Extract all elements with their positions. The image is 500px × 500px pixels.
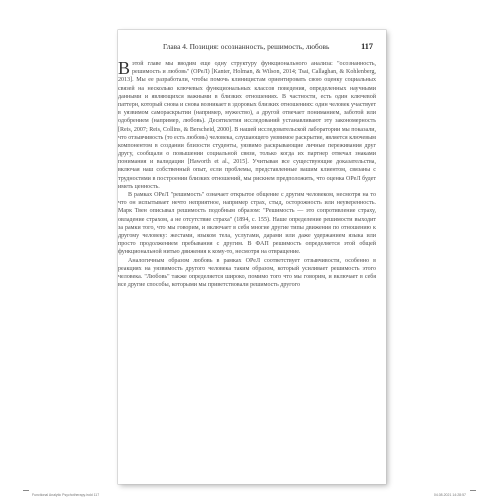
- footer-timestamp: 04.08.2021 14:28:57: [433, 493, 466, 497]
- running-header: [163, 42, 373, 51]
- body-text: [118, 60, 376, 289]
- drop-cap: В: [118, 58, 131, 78]
- footer-file-info: Functional Analytic Psychotherapy.indd 117: [32, 493, 100, 497]
- crop-mark-right: [470, 490, 476, 491]
- paragraph-1-text: этой главе мы вводим еще одну структуру функционального анализа: "осознанность, решимость и любовь" (ОРеЛ) [Kanter, Holman, & Wilson, 2014; Tsai, Callaghan, & Kohlenberg, 2013]. Мы ее разработали, чтобы помочь клиницистам ориентировать свою оценку социальных связей на несколько ключевых функциональных классов поведения, определенных научными данными и являющихся важными в близких отношениях. В частности, есть один ключевой паттерн, который снова и снова возникает в здоровых близких отношениях: один человек участвует в уязвимом самораскрытии (например, мужество), а другой отвечает пониманием, заботой или одобрением (например, любовь). Десятилетия исследований устанавливают эту закономерность [Reis, 2007; Reis, Collins, & Berscheid, 2000]. В нашей исследовательской лаборатории мы показали, что отзывчивость (то есть любовь) человека, слушающего уязвимое раскрытие, является ключевым компонентом в создании близости студенты, уязвимо раскрывающие личные переживания друг другу, сообщали о повышении социальной связи, только когда их партнер отвечал знаками понимания и валидации [Haworth et al., 2015]. Учитывая все существующие доказательства, включая наш собственный опыт, если проблемы, представленные вашим клиентом, связаны с трудностями в построении близких отношений, мы рискнем предположить, что оценка ОРеЛ будет иметь ценность.: [118, 61, 376, 190]
- page-number: 117: [361, 42, 373, 51]
- print-footer: [32, 493, 466, 497]
- crop-mark-left: [23, 490, 29, 491]
- paragraph-2: В рамках ОРеЛ "решимость" означает открытое общение с другим человеком, несмотря на то что он испытывает нечто неприятное, например страх, стыд, осторожность или неуверенность. Марк Твен описывал решимость подобным образом: "Решимость — это сопротивление страху, овладение страхом, а не отсутствие страха" (1894, с. 155). Наше определение решимости выходит за рамки того, что мы говорим, и включает в себя многие другие типы движения по отношению к другому человеку: жестами, языком тела, услугами, дарами или даже удержанием языка или просто продолжением пребывания с другим. В ФАП решимость определяется этой общей функциональной нитью движения к кому-то, несмотря на отвращение.: [118, 192, 376, 256]
- paragraph-1: [118, 60, 376, 191]
- running-title: Глава 4. Позиция: осознанность, решимость, любовь: [163, 42, 330, 51]
- paragraph-3: Аналогичным образом любовь в рамках ОРеЛ соответствует отзывчивости, особенно в реакциях на уязвимость другого человека таким образом, который усиливает решимость этого человека. "Любовь" также определяется широко, помимо того что мы говорим, и включает в себя все другие способы, которыми мы приветствовали решимость другого: [118, 257, 376, 289]
